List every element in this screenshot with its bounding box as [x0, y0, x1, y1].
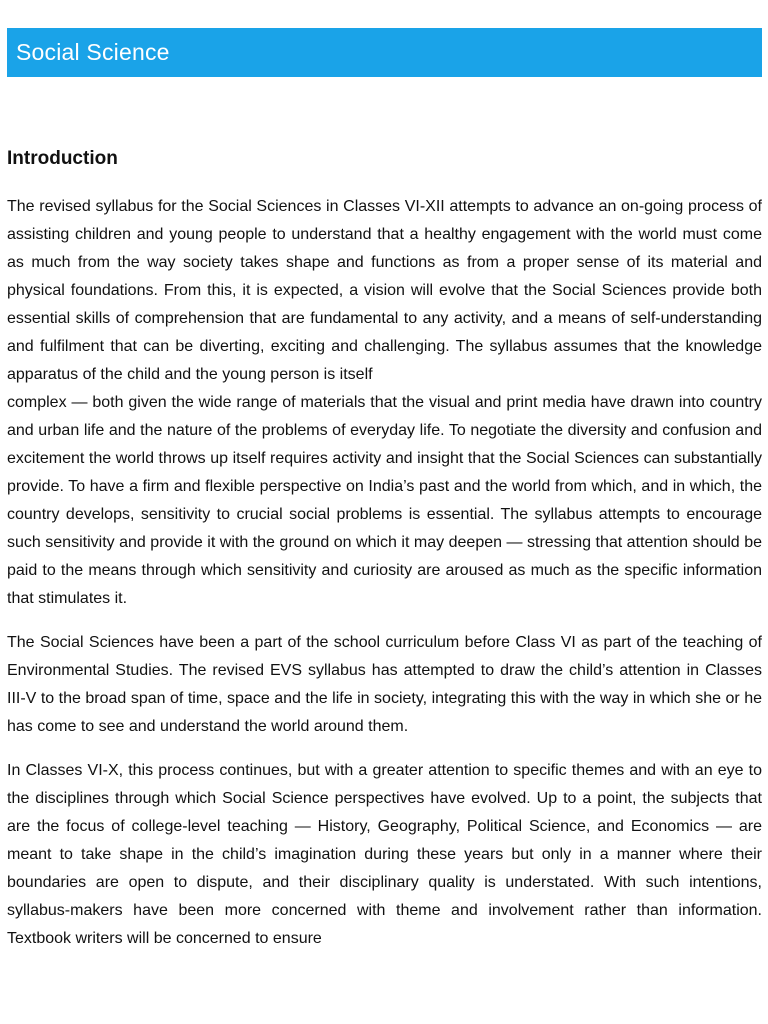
paragraph-1: The revised syllabus for the Social Sciences in Classes VI-XII attempts to advance an on-going process of assisting children and young people to understand that a healthy engagement with the world must come as much from the way society takes shape and functions as from a proper sense of its material and physical foundations. From this, it is expected, a vision will evolve that the Social Sciences provide both essential skills of comprehension that are fundamental to any activity, and a means of self-understanding and fulfilment that can be diverting, exciting and challenging. The syllabus assumes that the knowledge apparatus of the child and the young person is itself — [7, 198, 762, 383]
paragraph-2: complex — both given the wide range of materials that the visual and print media have drawn into country and urban life and the nature of the problems of everyday life. To negotiate the diversity and confusion and excitement the world throws up itself requires activity and insight that the Social Sciences can substantially provide. To have a firm and flexible perspective on India’s past and the world from which, and in which, the country develops, sensitivity to crucial social problems is essential. The syllabus attempts to encourage such sensitivity and provide it with the ground on which it may deepen — stressing that attention should be paid to the means through which sensitivity and curiosity are aroused as much as the specific information that stimulates it. — [7, 394, 762, 607]
paragraph-3: The Social Sciences have been a part of the school curriculum before Class VI as part of the teaching of Environmental Studies. The revised EVS syllabus has attempted to draw the child’s attention in Classes III-V to the broad span of time, space and the life in society, integrating this with the way in which she or he has come to see and understand the world around them. — [7, 634, 762, 735]
section-heading: Introduction — [7, 148, 118, 169]
header-bar — [7, 28, 762, 77]
page-title: Social Science — [16, 39, 170, 65]
document-body — [7, 145, 762, 953]
paragraph-4: In Classes VI-X, this process continues, but with a greater attention to specific themes and with an eye to the disciplines through which Social Science perspectives have evolved. Up to a point, the subjects that are the focus of college-level teaching — History, Geography, Political Science, and Economics — are meant to take shape in the child’s imagination during these years but only in a manner where their boundaries are open to dispute, and their disciplinary quality is understated. With such intentions, syllabus-makers have been more concerned with theme and involvement rather than information. Textbook writers will be concerned to ensure — [7, 762, 762, 947]
